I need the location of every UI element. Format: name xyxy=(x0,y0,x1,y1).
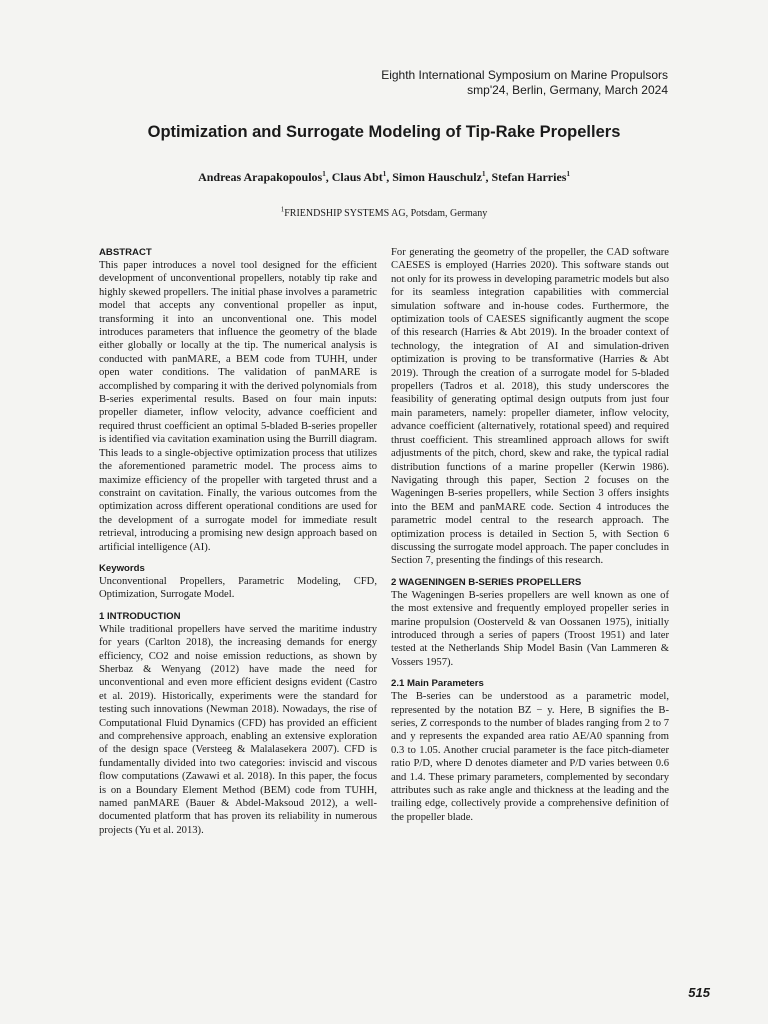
author-affiliation-mark: 1 xyxy=(382,170,387,178)
abstract-heading: ABSTRACT xyxy=(99,247,152,258)
keywords-heading: Keywords xyxy=(99,562,145,574)
introduction-heading: 1 INTRODUCTION xyxy=(99,610,181,622)
conference-name: Eighth International Symposium on Marine Propulsors xyxy=(381,68,668,82)
affiliation-mark: 1 xyxy=(280,205,285,214)
right-column xyxy=(391,246,669,824)
section-2-text: The Wageningen B-series propellers are well known as one of the most extensive and frequently employed propeller series in marine propulsion (Oosterveld & van Oossanen 1975), initially introduced through a series of papers (Troost 1951) and later tested at the Netherlands Ship Model Basin (Van Lammeren & Vossers 1957). xyxy=(391,589,669,668)
author-affiliation-mark: 1 xyxy=(566,170,570,178)
author-affiliation-mark: 1 xyxy=(481,170,486,178)
author-name: Simon Hauschulz xyxy=(392,170,482,184)
author-affiliation-mark: 1 xyxy=(322,170,326,178)
conference-header xyxy=(381,68,668,98)
page-number: 515 xyxy=(688,985,710,1000)
author-name: Andreas Arapakopoulos xyxy=(198,170,323,184)
section-2-1-heading: 2.1 Main Parameters xyxy=(391,678,484,690)
author-name: Stefan Harries xyxy=(491,170,567,184)
affiliation-text: FRIENDSHIP SYSTEMS AG, Potsdam, Germany xyxy=(284,208,488,219)
abstract-text: This paper introduces a novel tool designed for the efficient development of unconventional propellers, notably tip rake and highly skewed propellers. The initial phase involves a parametric model that accepts any conventional propeller as input, transforming it into an unconventional one. This model introduces parameters that influence the geometry of the blade either globally or locally at the tip. The numerical analysis is conducted with panMARE, a BEM code from TUHH, under open water conditions. The validation of panMARE is accomplished by comparing it with the derived polynomials from B-series experimental results. Based on four main inputs: propeller diameter, inflow velocity, advance coefficient and required thrust coefficient an optimal 5-bladed B-series propeller is identified via cavitation examination using the Burrill diagram. This leads to a single-objective optimization process that utilizes the aforementioned parametric model. The process aims to maximize efficiency of the propeller with targeted thrust and a constraint on cavitation. Finally, the various outcomes from the optimization across different operational conditions are used for the development of a surrogate model for immediate result retrieval, introducing a promising new design approach based on artificial intelligence (AI). xyxy=(99,260,377,553)
introduction-continued-text: For generating the geometry of the propeller, the CAD software CAESES is employed (Harries 2020). This software stands out not only for its prowess in developing parametric models but also for its seamless integration capabilities with commercial simulation software and in-house codes. Furthermore, the optimization tools of CAESES significantly augment the scope of this research (Harries & Abt 2019). In the broader context of technology, the integration of AI and simulation-driven optimization is proving to be transformative (Harries & Abt 2019). Through the creation of a surrogate model for 5-bladed propellers (Tadros et al. 2018), this study underscores the feasibility of generating optimal design outputs from just four main parameters, namely: propeller diameter, inflow velocity, advance coefficient (alternatively, rotational speed) and required thrust coefficient. This streamlined approach allows for swift adjustments of the pitch, chord, skew and rake, the typical radial distribution functions of a marine propeller (Kerwin 1986). Navigating through this paper, Section 2 focuses on the Wageningen B-series propellers, while Section 3 offers insights into the BEM and panMARE code. Section 4 introduces the parametric model central to the research approach. The optimization process is detailed in Section 5, with Section 6 discussing the surrogate model approach. The paper concludes in Section 7, presenting the findings of this research. xyxy=(391,247,669,567)
author-list: Andreas Arapakopoulos$^1$, Claus Abt$^1$, Simon Hauschulz$^1$, Stefan Harries$^1$ xyxy=(198,170,570,184)
section-2-1-text: The B-series can be understood as a parametric model, represented by the notation BZ − y. Here, B signifies the B-series, Z corresponds to the number of blades ranging from 2 to 7 and y represents the expanded area ratio AE/A0 spanning from 0.3 to 1.05. Another crucial parameter is the face pitch-diameter ratio P/D, where D denotes diameter and P/D varies between 0.6 and 1.4. These primary parameters, complemented by secondary attributes such as rake angle and thickness at the leading and the trailing edge, collectively provide a comprehensive definition of the propeller blade. xyxy=(391,691,669,823)
paper-title: Optimization and Surrogate Modeling of Tip-Rake Propellers xyxy=(147,123,621,141)
conference-location-date: smp'24, Berlin, Germany, March 2024 xyxy=(467,83,668,97)
section-2-heading: 2 WAGENINGEN B-SERIES PROPELLERS xyxy=(391,576,582,588)
keywords-text: Unconventional Propellers, Parametric Modeling, CFD, Optimization, Surrogate Model. xyxy=(99,575,377,601)
left-column xyxy=(99,246,377,837)
author-name: Claus Abt xyxy=(331,170,383,184)
affiliation xyxy=(0,205,768,219)
introduction-text: While traditional propellers have served the maritime industry for years (Carlton 2018), the increasing demands for energy efficiency, CO2 and noise emission reductions, as shown by Sherbaz & Wenyang (2012) have made the need for unconventional and even more efficient designs evident (Castro et al. 2019). Historically, experiments were the standard for testing such innovations (Newman 2018). Nowadays, the rise of Computational Fluid Dynamics (CFD) has provided an efficient and comprehensive approach, enabling an extensive exploration of the design space (Versteeg & Malalasekera 2007). CFD is fundamentally divided into two categories: inviscid and viscous flow computations (Zawawi et al. 2018). In this paper, the focus is on a Boundary Element Method (BEM) code from TUHH, named panMARE (Bauer & Abdel-Maksoud 2012), a well-documented platform that has proven its reliability in numerous projects (Yu et al. 2013). xyxy=(99,623,377,836)
